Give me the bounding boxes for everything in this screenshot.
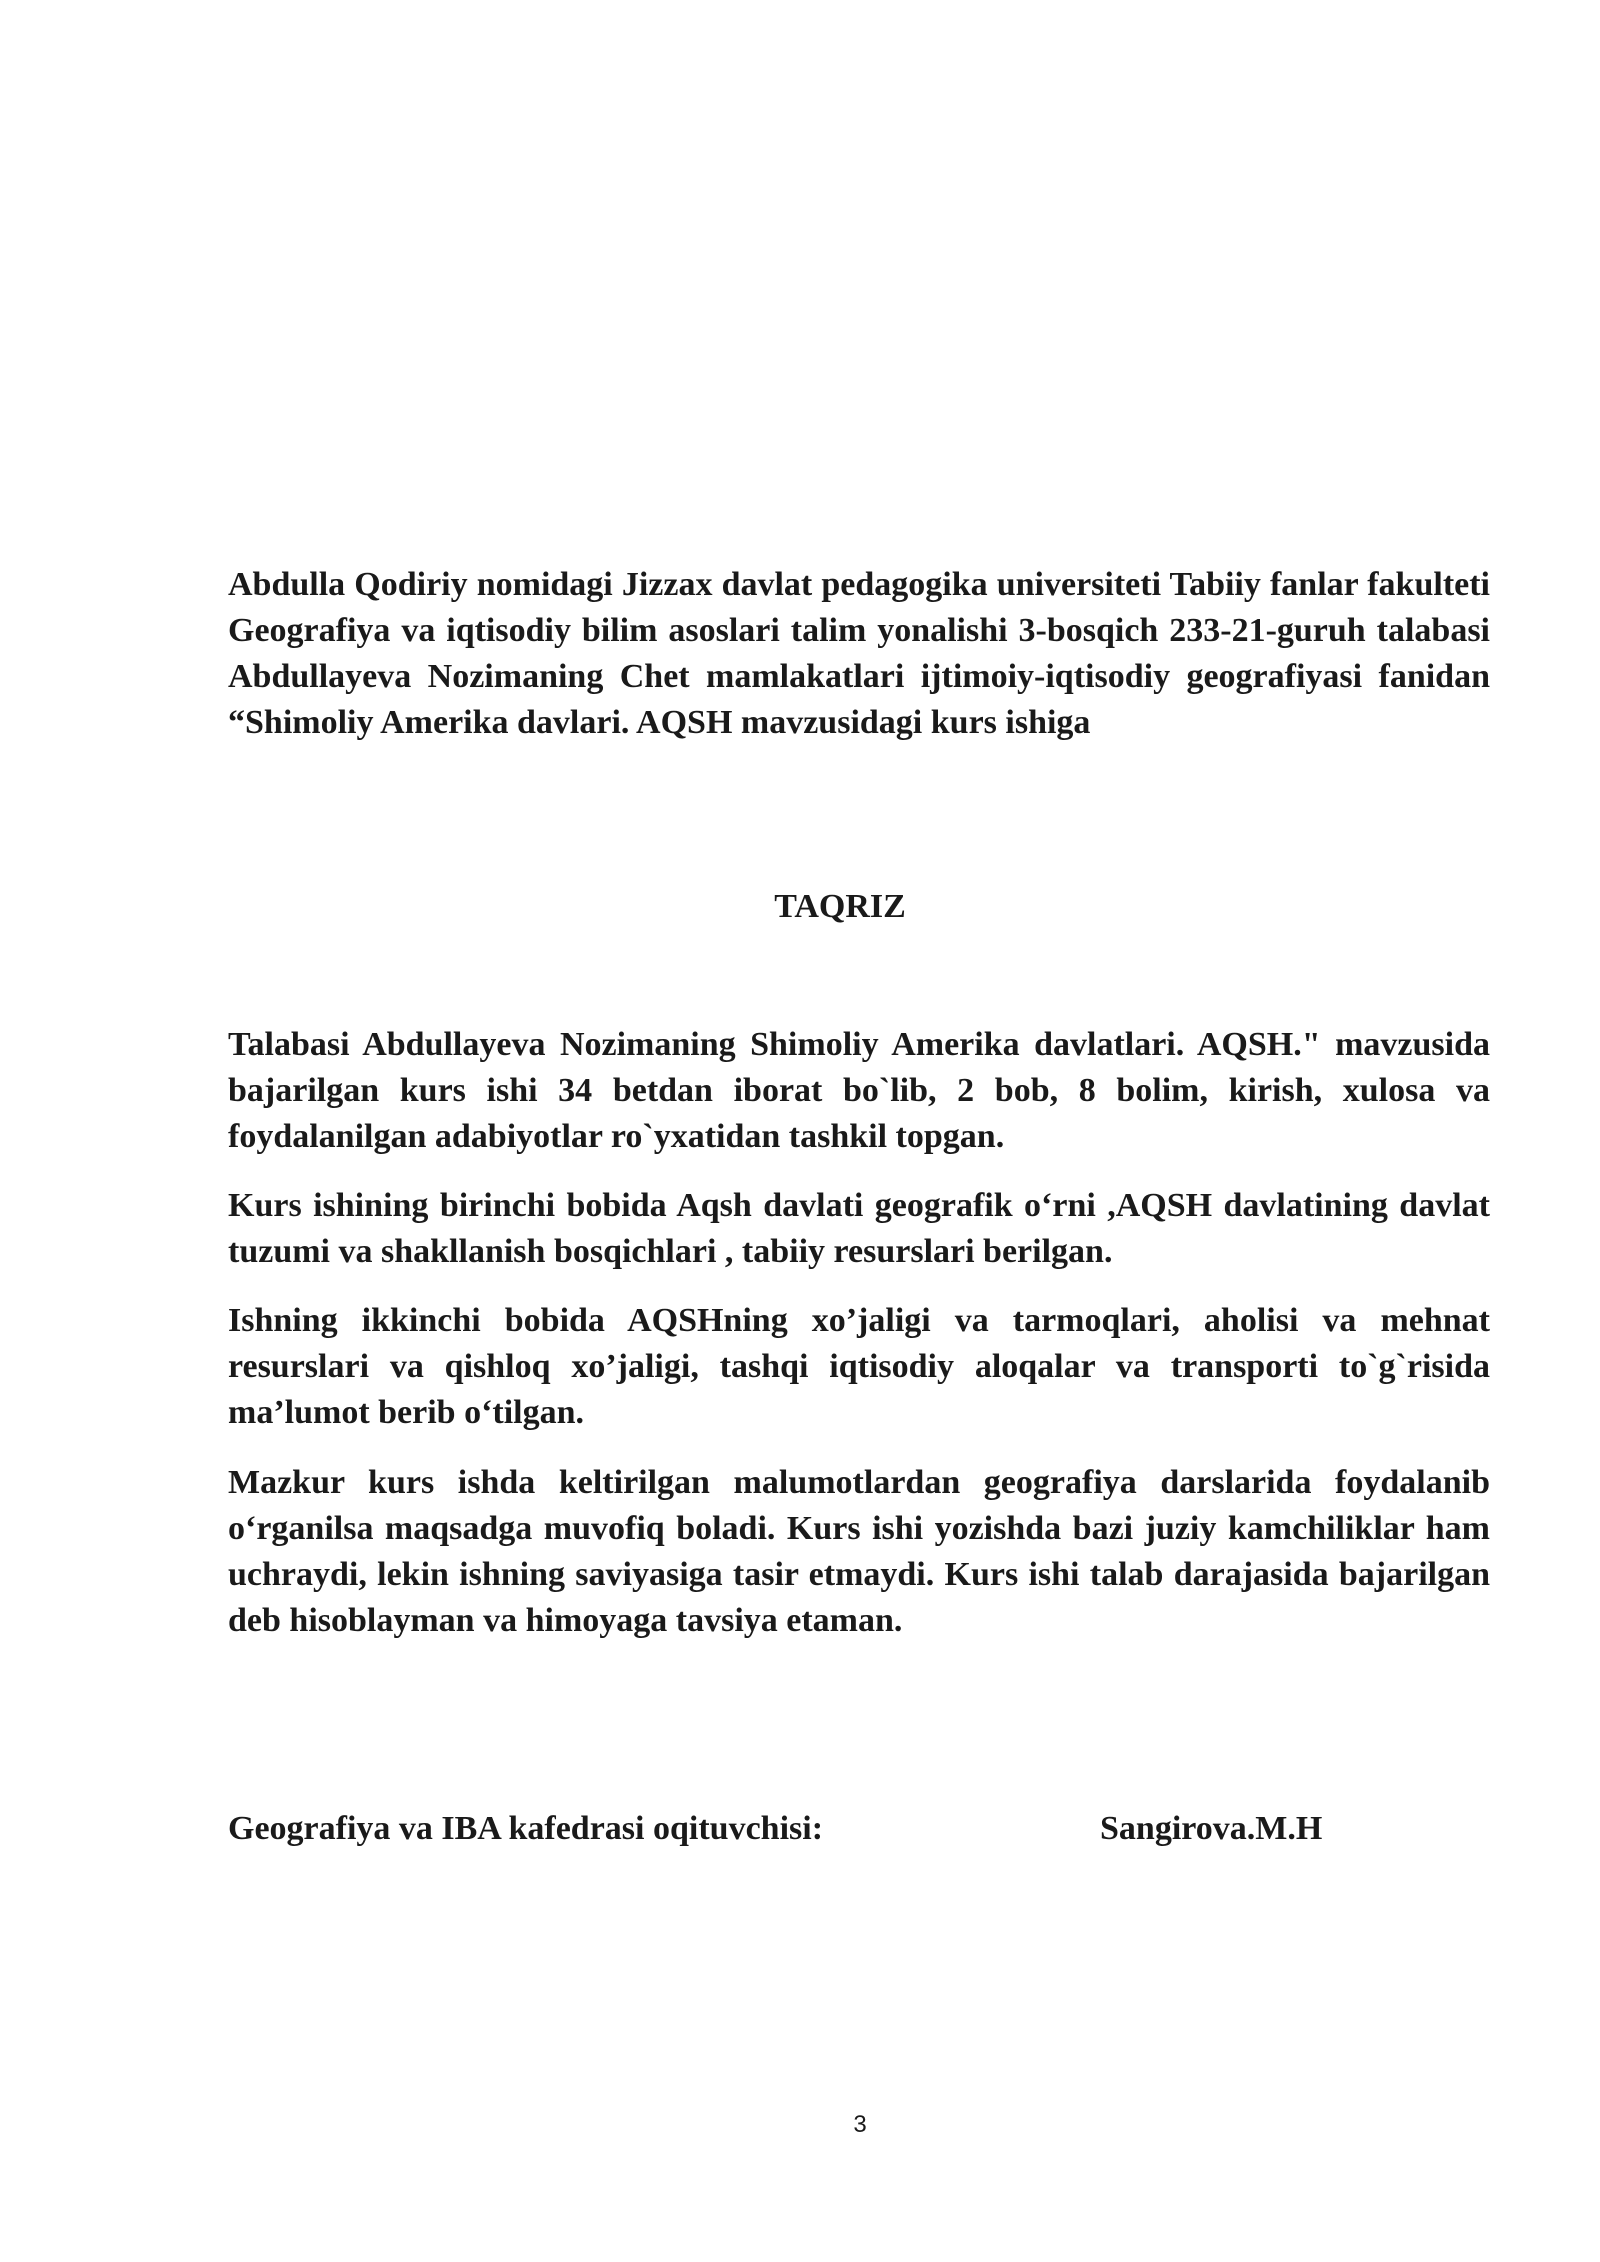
signature-name: Sangirova.M.H xyxy=(1100,1810,1323,1847)
page-number: 3 xyxy=(853,2111,867,2138)
body-paragraph-1: Talabasi Abdullayeva Nozimaning Shimoliy Amerika davlatlari. AQSH." mavzusida bajarilgan kurs ishi 34 betdan iborat bo`lib, 2 bob, 8 bolim, kirish, xulosa va foydalanilgan adabiyotlar ro`yxatidan tashkil topgan. xyxy=(228,1026,1490,1155)
body-paragraph-2: Kurs ishining birinchi bobida Aqsh davlati geografik o‘rni ,AQSH davlatining davlat tuzumi va shakllanish bosqichlari , tabiiy resurslari berilgan. xyxy=(228,1187,1490,1270)
document-title: TAQRIZ xyxy=(774,888,906,925)
signature-role: Geografiya va IBA kafedrasi oqituvchisi: xyxy=(228,1810,824,1847)
body-paragraph-3: Ishning ikkinchi bobida AQSHning xo’jaligi va tarmoqlari, aholisi va mehnat resurslari va qishloq xo’jaligi, tashqi iqtisodiy aloqalar va transporti to`g`risida ma’lumot berib o‘tilgan. xyxy=(228,1302,1490,1431)
header-paragraph: Abdulla Qodiriy nomidagi Jizzax davlat pedagogika universiteti Tabiiy fanlar fakulteti Geografiya va iqtisodiy bilim asoslari talim yonalishi 3-bosqich 233-21-guruh talabasi Abdullayeva Nozimaning Chet mamlakatlari ijtimoiy-iqtisodiy geografiyasi fanidan “Shimoliy Amerika davlari. AQSH mavzusidagi kurs ishiga xyxy=(228,566,1490,741)
body-paragraph-4: Mazkur kurs ishda keltirilgan malumotlardan geografiya darslarida foydalanib o‘rganilsa maqsadga muvofiq boladi. Kurs ishi yozishda bazi juziy kamchiliklar ham uchraydi, lekin ishning saviyasiga tasir etmaydi. Kurs ishi talab darajasida bajarilgan deb hisoblayman va himoyaga tavsiya etaman. xyxy=(228,1464,1490,1639)
